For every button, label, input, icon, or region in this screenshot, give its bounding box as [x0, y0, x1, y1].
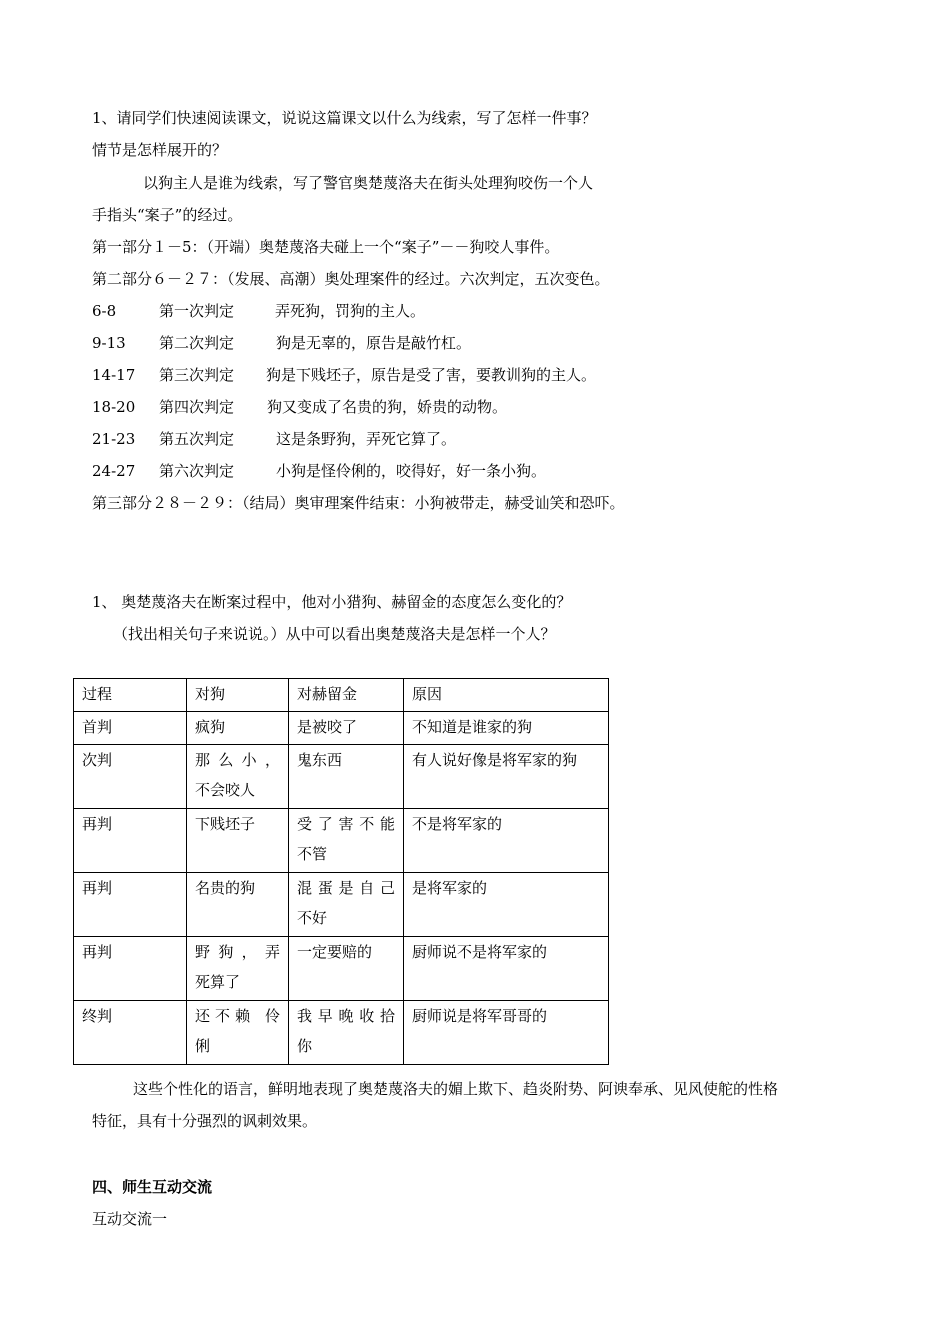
judgment-range: 9-13: [92, 334, 126, 352]
judgment-label: 第三次判定: [159, 366, 235, 384]
dog-attitude-cell: [187, 809, 289, 873]
judgment-content: 小狗是怪伶俐的，咬得好，好一条小狗。: [276, 462, 547, 480]
table-row: [74, 745, 609, 809]
reason-cell: 厨师说是将军哥哥的: [404, 1001, 609, 1065]
judgment-content: 弄死狗，罚狗的主人。: [275, 302, 426, 320]
victim-attitude-cell: [289, 1001, 404, 1065]
cell-line: 不好: [297, 909, 328, 927]
cell-line: 还不赖 伶: [195, 1007, 280, 1025]
section-4-heading: 四、师生互动交流: [92, 1178, 213, 1196]
cell-line: 一定要赔的: [297, 943, 373, 961]
dog-attitude-cell: [187, 745, 289, 809]
stage-cell: 再判: [74, 809, 187, 873]
reason-cell: 不是将军家的: [404, 809, 609, 873]
answer-line-2: 手指头“案子”的经过。: [92, 206, 243, 224]
judgment-label: 第四次判定: [159, 398, 235, 416]
dog-attitude-cell: [187, 937, 289, 1001]
cell-line: 疯狗: [195, 718, 226, 736]
part-3-summary: 第三部分２８－２９：（结局）奥审理案件结束：小狗被带走，赫受讪笑和恐吓。: [92, 494, 625, 512]
part-2-summary: 第二部分６－２７：（发展、高潮）奥处理案件的经过。六次判定，五次变色。: [92, 270, 610, 288]
part-1-summary: 第一部分１－5：（开端）奥楚蔑洛夫碰上一个“案子”－－狗咬人事件。: [92, 238, 560, 256]
cell-line: 不会咬人: [195, 781, 256, 799]
dog-attitude-cell: [187, 1001, 289, 1065]
stage-cell: 再判: [74, 873, 187, 937]
question-1-line-1: 1、请同学们快速阅读课文，说说这篇课文以什么为线索，写了怎样一件事？: [92, 109, 597, 127]
question-2-line-1: 1、 奥楚蔑洛夫在断案过程中，他对小猎狗、赫留金的态度怎么变化的？: [92, 593, 572, 611]
cell-line: 你: [297, 1037, 313, 1055]
dog-attitude-cell: [187, 712, 289, 745]
judgment-range: 6-8: [92, 302, 117, 320]
judgment-content: 这是条野狗，弄死它算了。: [276, 430, 457, 448]
cell-line: 鬼东西: [297, 751, 343, 769]
judgment-content: 狗是无辜的，原告是敲竹杠。: [276, 334, 472, 352]
victim-attitude-cell: [289, 712, 404, 745]
cell-line: 混蛋是自己: [297, 879, 395, 897]
cell-line: 受了害不能: [297, 815, 395, 833]
summary-line-1: 这些个性化的语言，鲜明地表现了奥楚蔑洛夫的媚上欺下、趋炎附势、阿谀奉承、见风使舵的性格: [133, 1080, 779, 1098]
dog-attitude-cell: [187, 873, 289, 937]
question-1-line-2: 情节是怎样展开的？: [92, 141, 228, 159]
attitude-table: [73, 678, 609, 1065]
table-header-cell: 对赫留金: [289, 679, 404, 712]
reason-cell: 厨师说不是将军家的: [404, 937, 609, 1001]
stage-cell: 首判: [74, 712, 187, 745]
judgment-label: 第一次判定: [159, 302, 235, 320]
stage-cell: 再判: [74, 937, 187, 1001]
table-header-cell: 过程: [74, 679, 187, 712]
cell-line: 那么小，: [195, 751, 280, 769]
judgment-label: 第五次判定: [159, 430, 235, 448]
table-row: [74, 937, 609, 1001]
judgment-range: 18-20: [92, 398, 136, 416]
reason-cell: 有人说好像是将军家的狗: [404, 745, 609, 809]
judgment-range: 14-17: [92, 366, 136, 384]
table-header-cell: 原因: [404, 679, 609, 712]
reason-cell: 不知道是谁家的狗: [404, 712, 609, 745]
judgment-range: 21-23: [92, 430, 136, 448]
table-row: [74, 712, 609, 745]
victim-attitude-cell: [289, 873, 404, 937]
victim-attitude-cell: [289, 745, 404, 809]
cell-line: 死算了: [195, 973, 241, 991]
judgment-content: 狗是下贱坯子，原告是受了害，要教训狗的主人。: [266, 366, 597, 384]
table-row: [74, 873, 609, 937]
cell-line: 我早晚收拾: [297, 1007, 395, 1025]
judgment-label: 第六次判定: [159, 462, 235, 480]
judgment-range: 24-27: [92, 462, 136, 480]
reason-cell: 是将军家的: [404, 873, 609, 937]
judgment-content: 狗又变成了名贵的狗，娇贵的动物。: [267, 398, 508, 416]
summary-line-2: 特征，具有十分强烈的讽刺效果。: [92, 1112, 318, 1130]
cell-line: 俐: [195, 1037, 211, 1055]
table-header-cell: 对狗: [187, 679, 289, 712]
table-header-row: [74, 679, 609, 712]
stage-cell: 终判: [74, 1001, 187, 1065]
question-2-line-2: （找出相关句子来说说。）从中可以看出奥楚蔑洛夫是怎样一个人？: [113, 625, 556, 643]
cell-line: 野狗，弄: [195, 943, 280, 961]
table-row: [74, 1001, 609, 1065]
answer-line-1: 以狗主人是谁为线索，写了警官奥楚蔑洛夫在街头处理狗咬伤一个人: [143, 174, 594, 192]
victim-attitude-cell: [289, 937, 404, 1001]
cell-line: 名贵的狗: [195, 879, 256, 897]
cell-line: 不管: [297, 845, 328, 863]
cell-line: 下贱坯子: [195, 815, 256, 833]
judgment-label: 第二次判定: [159, 334, 235, 352]
table-row: [74, 809, 609, 873]
section-4-subheading: 互动交流一: [92, 1210, 168, 1228]
victim-attitude-cell: [289, 809, 404, 873]
cell-line: 是被咬了: [297, 718, 358, 736]
stage-cell: 次判: [74, 745, 187, 809]
